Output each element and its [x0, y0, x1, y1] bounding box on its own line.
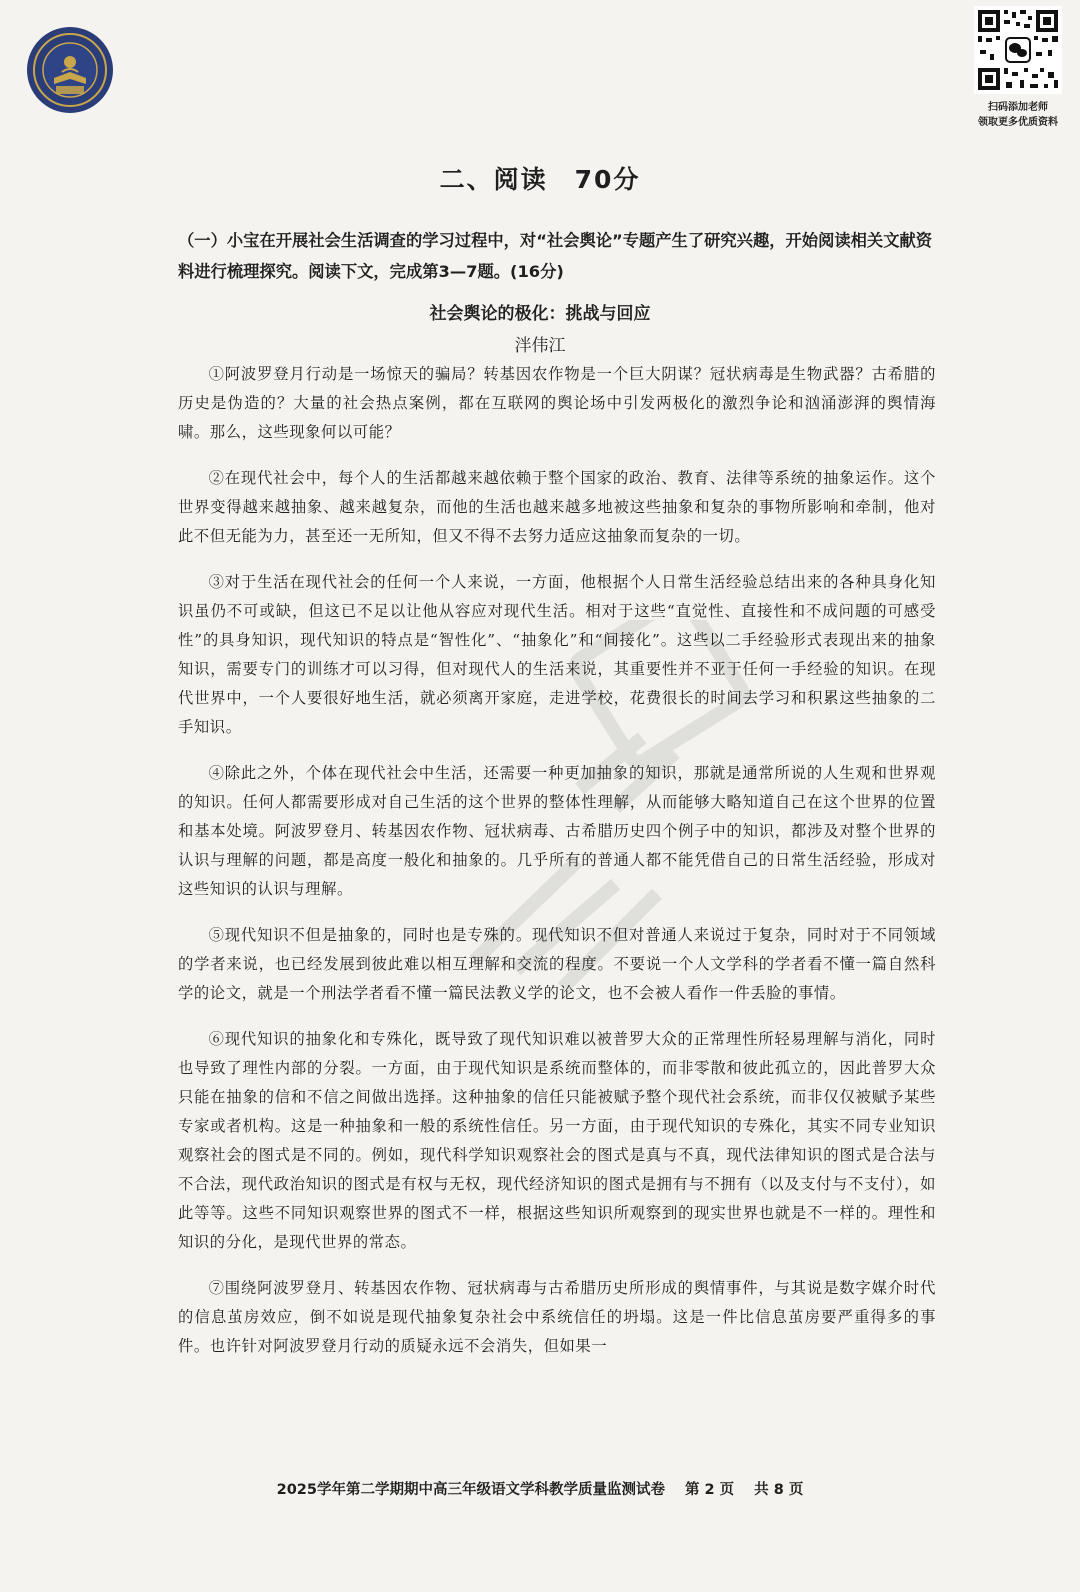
qr-caption-line2: 领取更多优质资料 [978, 117, 1058, 128]
page-number: 第 2 页 [684, 1482, 735, 1498]
section-title: 二、阅读 70分 [439, 165, 641, 194]
article-title: 社会舆论的极化：挑战与回应 [429, 304, 651, 324]
qr-code-icon [974, 6, 1062, 94]
school-logo [26, 26, 114, 114]
paragraph-7: ⑦围绕阿波罗登月、转基因农作物、冠状病毒与古希腊历史所形成的舆情事件，与其说是数字媒介时代的信息茧房效应，倒不如说是现代抽象复杂社会中系统信任的坍塌。这是一件比信息茧房要严重得多的事件。也许针对阿波罗登月行动的质疑永远不会消失，但如果一 [178, 1279, 936, 1355]
article-body [178, 360, 936, 1378]
qr-code-block [964, 6, 1072, 130]
paragraph-6: ⑥现代知识的抽象化和专殊化，既导致了现代知识难以被普罗大众的正常理性所轻易理解与消化，同时也导致了理性内部的分裂。一方面，由于现代知识是系统而整体的，而非零散和彼此孤立的，因此普罗大众只能在抽象的信和不信之间做出选择。这种抽象的信任只能被赋予整个现代社会系统，而非仅仅被赋予某些专家或者机构。这是一种抽象和一般的系统性信任。另一方面，由于现代知识的专殊化，其实不同专业知识观察社会的图式是不同的。例如，现代科学知识观察社会的图式是真与不真，现代法律知识的图式是合法与不合法，现代政治知识的图式是有权与无权，现代经济知识的图式是拥有与不拥有（以及支付与不支付），如此等等。这些不同知识观察世界的图式不一样，根据这些知识所观察到的现实世界也就是不一样的。理性和知识的分化，是现代世界的常态。 [178, 1030, 936, 1251]
question-intro: （一）小宝在开展社会生活调查的学习过程中，对“社会舆论”专题产生了研究兴趣，开始阅读相关文献资料进行梳理探究。阅读下文，完成第3—7题。(16分) [178, 231, 933, 281]
paragraph-3: ③对于生活在现代社会的任何一个人来说，一方面，他根据个人日常生活经验总结出来的各种具身化知识虽仍不可或缺，但这已不足以让他从容应对现代生活。相对于这些“直觉性、直接性和不成问题的可感受性”的具身知识，现代知识的特点是“智性化”、“抽象化”和“间接化”。这些以二手经验形式表现出来的抽象知识，需要专门的训练才可以习得，但对现代人的生活来说，其重要性并不亚于任何一手经验的知识。在现代世界中，一个人要很好地生活，就必须离开家庭，走进学校，花费很长的时间去学习和积累这些抽象的二手知识。 [178, 573, 936, 736]
paragraph-1: ①阿波罗登月行动是一场惊天的骗局？转基因农作物是一个巨大阴谋？冠状病毒是生物武器？古希腊的历史是伪造的？大量的社会热点案例，都在互联网的舆论场中引发两极化的激烈争论和汹涌澎湃的舆情海啸。那么，这些现象何以可能？ [178, 365, 936, 441]
exam-title: 2025学年第二学期期中高三年级语文学科教学质量监测试卷 [276, 1482, 665, 1498]
qr-caption-line1: 扫码添加老师 [988, 102, 1048, 113]
paragraph-2: ②在现代社会中，每个人的生活都越来越依赖于整个国家的政治、教育、法律等系统的抽象运作。这个世界变得越来越抽象、越来越复杂，而他的生活也越来越多地被这些抽象和复杂的事物所影响和牵制，他对此不但无能为力，甚至还一无所知，但又不得不去努力适应这抽象而复杂的一切。 [178, 469, 936, 545]
article-author: 泮伟江 [514, 336, 566, 356]
paragraph-4: ④除此之外，个体在现代社会中生活，还需要一种更加抽象的知识，那就是通常所说的人生观和世界观的知识。任何人都需要形成对自己生活的这个世界的整体性理解，从而能够大略知道自己在这个世界的位置和基本处境。阿波罗登月、转基因农作物、冠状病毒、古希腊历史四个例子中的知识，都涉及对整个世界的认识与理解的问题，都是高度一般化和抽象的。几乎所有的普通人都不能凭借自己的日常生活经验，形成对这些知识的认识与理解。 [178, 764, 936, 898]
paragraph-5: ⑤现代知识不但是抽象的，同时也是专殊的。现代知识不但对普通人来说过于复杂，同时对于不同领域的学者来说，也已经发展到彼此难以相互理解和交流的程度。不要说一个人文学科的学者看不懂一篇自然科学的论文，就是一个刑法学者看不懂一篇民法教义学的论文，也不会被人看作一件丢脸的事情。 [178, 926, 936, 1002]
page-footer [0, 1478, 1080, 1499]
page-total: 共 8 页 [754, 1482, 804, 1498]
